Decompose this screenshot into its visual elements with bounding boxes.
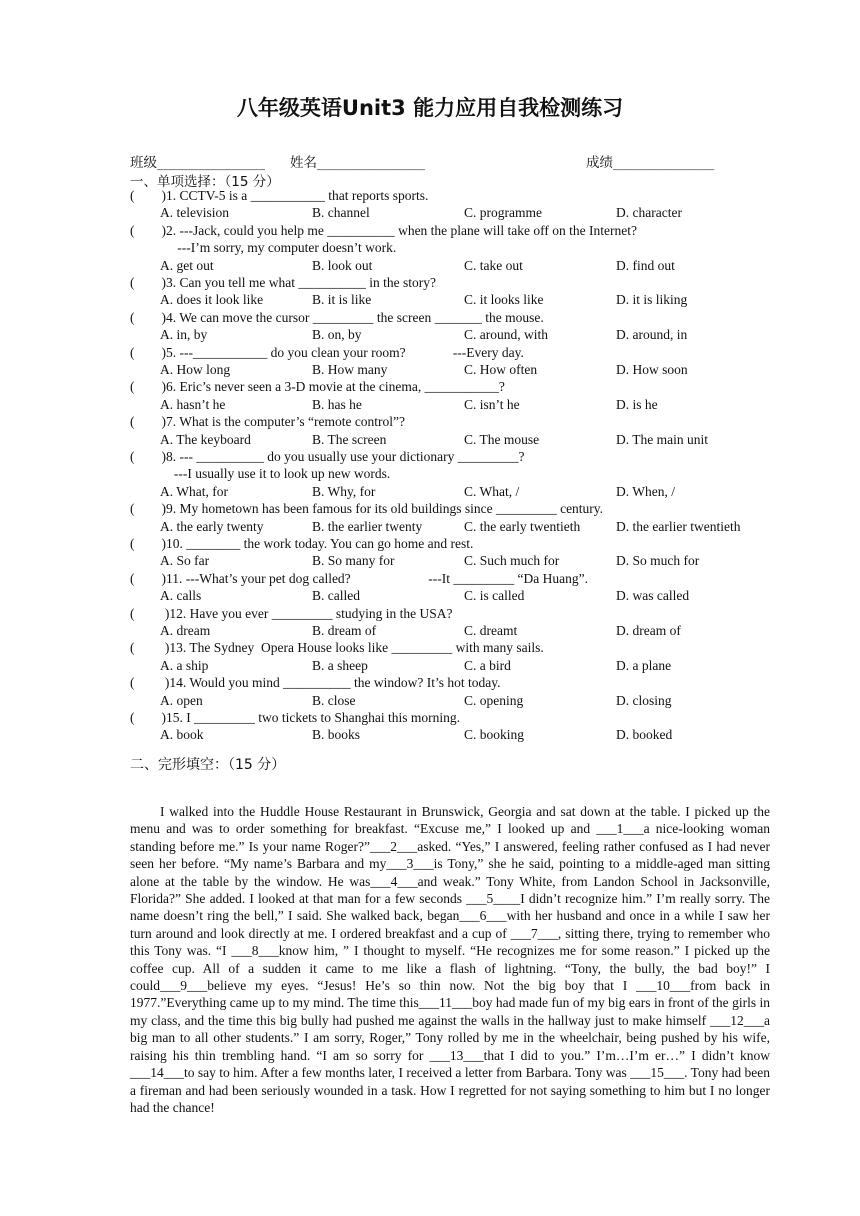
option-b: B. close: [312, 692, 356, 708]
option-c: C. How often: [464, 362, 538, 377]
class-field: 班级________________: [130, 155, 265, 171]
option-c: C. is called: [464, 588, 525, 604]
question-options: [160, 258, 780, 276]
option-d: D. was called: [616, 588, 690, 604]
option-d: D. The main unit: [616, 431, 708, 447]
question-stem: ( )14. Would you mind __________ the window? It’s hot today.: [130, 675, 501, 691]
question-stem: ( )10. ________ the work today. You can go home and rest.: [130, 536, 474, 551]
option-a: A. What, for: [160, 483, 228, 499]
option-c: C. opening: [464, 692, 524, 708]
question-options: [160, 205, 780, 223]
question-stem: ( )9. My hometown has been famous for its old buildings since _________ century.: [130, 501, 604, 517]
question-options: [160, 362, 780, 380]
section-heading-cloze: 二、完形填空：（15 分）: [130, 757, 286, 773]
option-c: C. the early twentieth: [464, 518, 581, 534]
cloze-passage: I walked into the Huddle House Restaurant in Brunswick, Georgia and sat down at the table. I picked up the menu and was to order something for breakfast. “Excuse me,” I looked up and ___1___a nice-looking woman standing before me.” Is your name Roger?”___2___asked. “Yes,” I answered, feeling rather confused as I had never seen her before. “My name’s Barbara and my___3___is Tony,” she he said, pointing to a middle-aged man sitting alone at the table by the window. He was___4___and weak.” Tony White, from Landon School in Jacksonville, Florida?” She added. I looked at that man for a few seconds ___5____I didn’t recognize him.” I’m really sorry. The name doesn’t ring the bell,” I said. She walked back, began___6___with her husband and once in a while I saw her turn around and look directly at me. I ordered breakfast and a cup of ___7___, sitting there, trying to remember who this Tony was. “I ___8___know him, ” I thought to myself. “He recognizes me for some reason.” I picked up the coffee cup. All of a sudden it came to me like a flash of lightning. “Tony, the bully, the bad boy!” I could___9___believe my eyes. “Jesus! He’s so thin now. Not the big boy that I ___10___from back in 1977.”Everything came up to my mind. The time this___11___boy had made fun of my big ears in front of the girls in my class, and the time this big bully had pushed me against the walls in the hallway just to make himself ___12___a big man to all other students.” I am sorry, Roger,” Tony rolled by me in the wheelchair, being pushed by his wife, raising his thin trembling hand. “I am so sorry for ___13___that I did to you.” I’m…I’m er…” I didn’t know ___14___to say to him. After a few months later, I received a letter from Barbara. Tony was ___15___. Tony had been a fireman and had been seriously wounded in a task. How I regretted for not saying something to him but I no longer had the chance!: [130, 804, 770, 1115]
option-a: A. dream: [160, 623, 211, 638]
option-a: A. How long: [160, 362, 231, 377]
option-d: D. character: [616, 205, 682, 221]
question-options: [160, 693, 780, 711]
option-b: B. Why, for: [312, 483, 376, 499]
option-c: C. around, with: [464, 327, 548, 343]
option-b: B. called: [312, 588, 360, 604]
option-b: B. The screen: [312, 431, 387, 447]
option-a: A. television: [160, 205, 229, 221]
option-d: D. find out: [616, 257, 675, 273]
option-d: D. booked: [616, 727, 673, 743]
question-stem: ( )15. I _________ two tickets to Shanghai this morning.: [130, 710, 460, 725]
question-stem: ( )12. Have you ever _________ studying in the USA?: [130, 605, 453, 621]
option-a: A. get out: [160, 257, 214, 273]
option-c: C. dreamt: [464, 623, 518, 638]
question-options: [160, 519, 780, 537]
question-options: [160, 432, 780, 450]
question-stem: ( )2. ---Jack, could you help me __________ when the plane will take off on the Internet?: [130, 222, 637, 238]
option-c: C. isn’t he: [464, 396, 520, 412]
option-c: C. Such much for: [464, 553, 560, 569]
question-options: [160, 658, 780, 676]
question-stem: ( )3. Can you tell me what __________ in the story?: [130, 275, 436, 290]
question-options: [160, 397, 780, 415]
question-stem: ( )1. CCTV-5 is a ___________ that reports sports.: [130, 188, 429, 203]
question-stem: ( )13. The Sydney Opera House looks like _________ with many sails.: [130, 640, 544, 656]
option-d: D. the earlier twentieth: [616, 518, 741, 534]
question-options: [160, 484, 780, 502]
option-b: B. So many for: [312, 553, 395, 569]
option-b: B. it is like: [312, 292, 372, 308]
option-b: B. books: [312, 727, 361, 743]
option-a: A. open: [160, 692, 203, 708]
question-options: [160, 727, 780, 745]
section-heading-single-choice: 一、单项选择：（15 分）: [130, 174, 280, 190]
option-b: B. on, by: [312, 327, 362, 343]
question-options: [160, 327, 780, 345]
option-c: C. it looks like: [464, 292, 544, 308]
option-a: A. So far: [160, 553, 210, 569]
option-b: B. How many: [312, 362, 388, 377]
question-stem: ( )7. What is the computer’s “remote control”?: [130, 414, 406, 430]
question-stem-continued: ---I’m sorry, my computer doesn’t work.: [130, 240, 397, 256]
name-field: 姓名________________: [290, 155, 425, 171]
option-a: A. the early twenty: [160, 518, 264, 534]
option-a: A. in, by: [160, 327, 208, 343]
question-options: [160, 588, 780, 606]
option-c: C. a bird: [464, 657, 511, 673]
option-c: C. What, /: [464, 483, 520, 499]
option-b: B. a sheep: [312, 657, 368, 673]
question-stem-continued: ---I usually use it to look up new words.: [130, 466, 391, 482]
option-d: D. a plane: [616, 657, 672, 673]
option-d: D. closing: [616, 692, 672, 708]
option-a: A. The keyboard: [160, 431, 251, 447]
question-stem: ( )4. We can move the cursor _________ the screen _______ the mouse.: [130, 309, 544, 325]
question-options: [160, 292, 780, 310]
question-options: [160, 623, 780, 641]
question-stem: ( )8. --- __________ do you usually use your dictionary _________?: [130, 449, 525, 464]
page-title: 八年级英语Unit3 能力应用自我检测练习: [236, 96, 624, 120]
option-d: D. it is liking: [616, 292, 688, 308]
question-stem: ( )5. ---___________ do you clean your room? ---Every day.: [130, 344, 524, 360]
question-options: [160, 553, 780, 571]
option-c: C. programme: [464, 205, 542, 221]
option-a: A. hasn’t he: [160, 396, 226, 412]
option-d: D. dream of: [616, 623, 681, 638]
option-b: B. look out: [312, 257, 373, 273]
score-field: 成绩_______________: [586, 155, 715, 171]
option-a: A. calls: [160, 588, 202, 604]
option-d: D. When, /: [616, 483, 675, 499]
option-a: A. a ship: [160, 657, 209, 673]
option-a: A. book: [160, 727, 204, 743]
option-b: B. channel: [312, 205, 370, 221]
option-c: C. booking: [464, 727, 525, 743]
option-d: D. around, in: [616, 327, 688, 343]
option-c: C. take out: [464, 257, 523, 273]
option-d: D. So much for: [616, 553, 700, 569]
question-stem: ( )11. ---What’s your pet dog called? ---It _________ “Da Huang”.: [130, 570, 588, 586]
option-d: D. How soon: [616, 362, 688, 377]
option-b: B. dream of: [312, 623, 377, 638]
option-b: B. has he: [312, 396, 362, 412]
option-b: B. the earlier twenty: [312, 518, 423, 534]
option-d: D. is he: [616, 396, 658, 412]
question-stem: ( )6. Eric’s never seen a 3-D movie at the cinema, ___________?: [130, 379, 505, 395]
option-c: C. The mouse: [464, 431, 540, 447]
option-a: A. does it look like: [160, 292, 264, 308]
